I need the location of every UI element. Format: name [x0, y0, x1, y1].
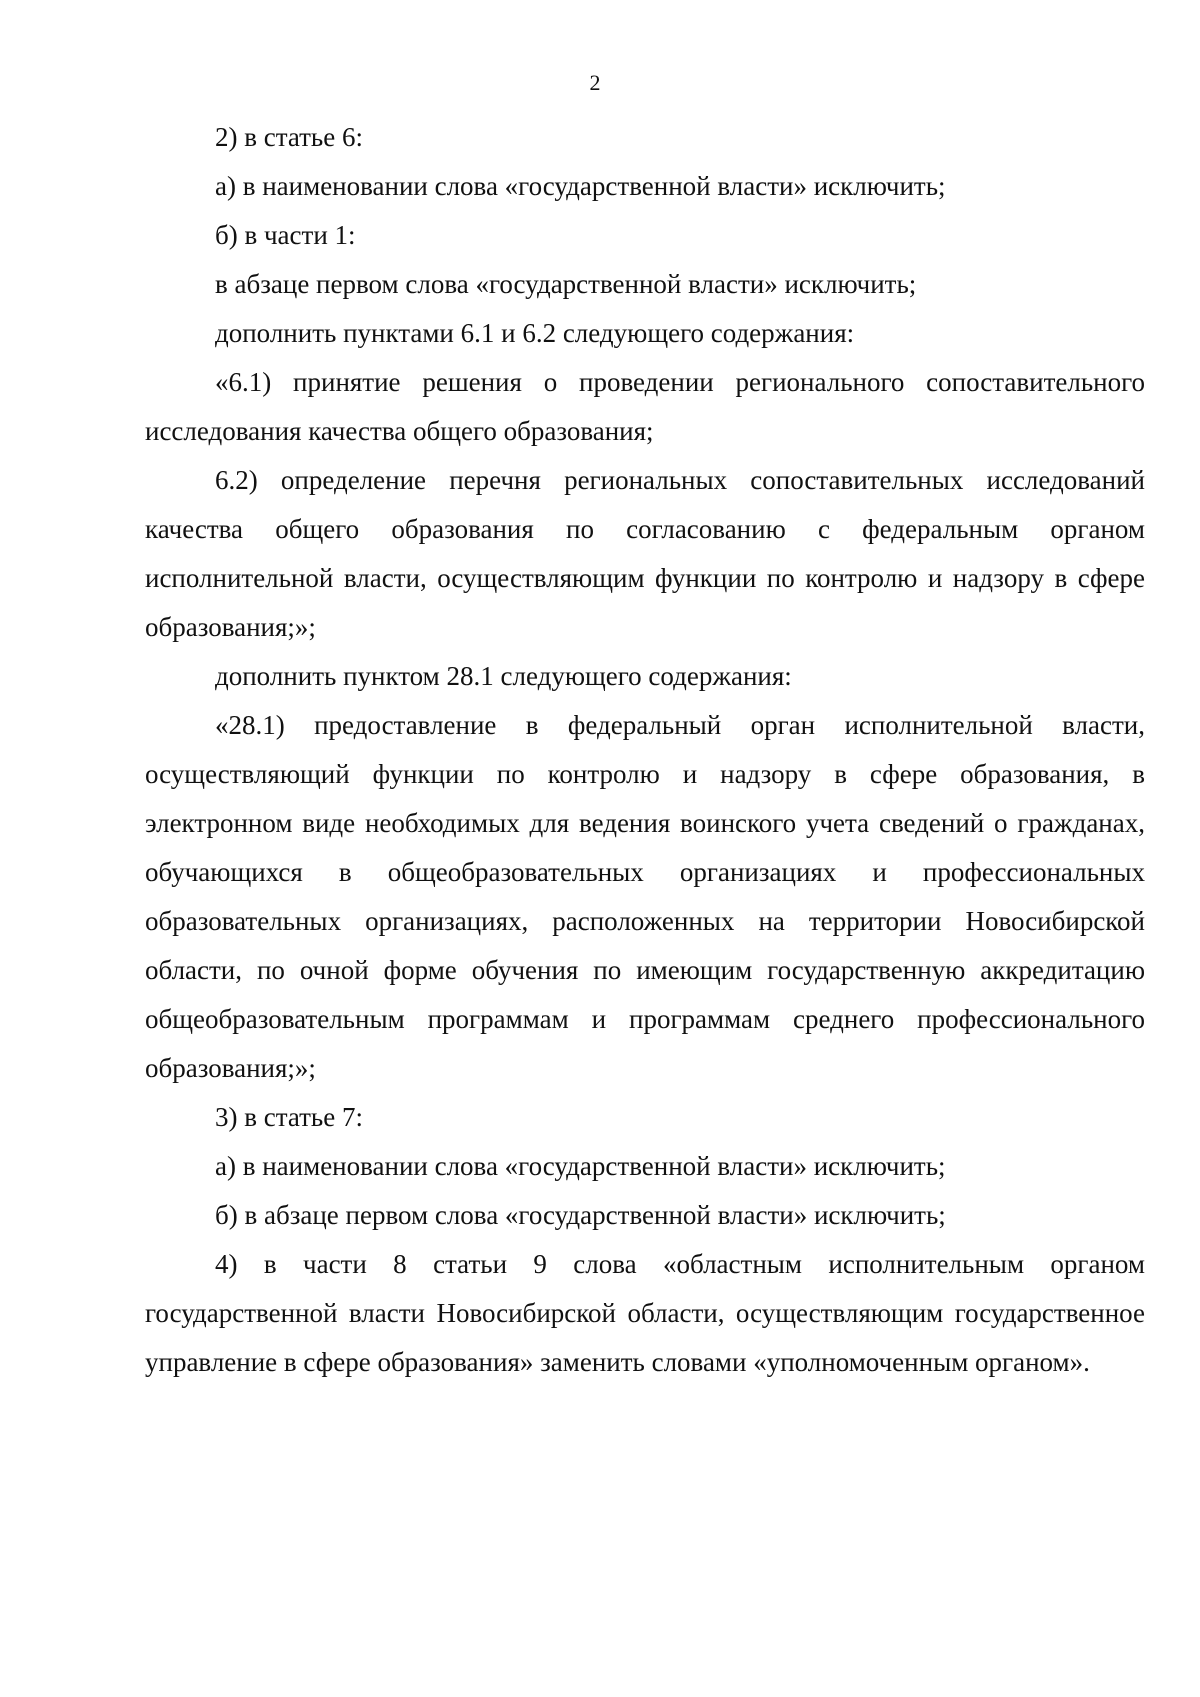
document-body	[145, 113, 1145, 1387]
paragraph-7: 6.2) определение перечня региональных сопоставительных исследований качества общего образования по согласованию с федеральным органом исполнительной власти, осуществляющим функции по контролю и надзору в сфере образования;»;	[145, 465, 1145, 642]
paragraph-1: 2) в статье 6:	[215, 122, 363, 152]
paragraph-3: б) в части 1:	[215, 220, 356, 250]
paragraph-4: в абзаце первом слова «государственной власти» исключить;	[215, 269, 917, 299]
page-number: 2	[589, 70, 601, 95]
paragraph-13: 4) в части 8 статьи 9 слова «областным исполнительным органом государственной власти Новосибирской области, осуществляющим государственное управление в сфере образования» заменить словами «уполномоченным органом».	[145, 1249, 1145, 1377]
paragraph-9: «28.1) предоставление в федеральный орган исполнительной власти, осуществляющий функции по контролю и надзору в сфере образования, в электронном виде необходимых для ведения воинского учета сведений о гражданах, обучающихся в общеобразовательных организациях и профессиональных образовательных организациях, расположенных на территории Новосибирской области, по очной форме обучения по имеющим государственную аккредитацию общеобразовательным программам и программам среднего профессионального образования;»;	[145, 710, 1145, 1083]
paragraph-2: а) в наименовании слова «государственной власти» исключить;	[215, 171, 946, 201]
paragraph-6: «6.1) принятие решения о проведении регионального сопоставительного исследования качества общего образования;	[145, 367, 1145, 446]
paragraph-12: б) в абзаце первом слова «государственной власти» исключить;	[215, 1200, 946, 1230]
paragraph-10: 3) в статье 7:	[215, 1102, 363, 1132]
paragraph-8: дополнить пунктом 28.1 следующего содержания:	[215, 661, 792, 691]
paragraph-11: а) в наименовании слова «государственной власти» исключить;	[215, 1151, 946, 1181]
paragraph-5: дополнить пунктами 6.1 и 6.2 следующего содержания:	[215, 318, 855, 348]
